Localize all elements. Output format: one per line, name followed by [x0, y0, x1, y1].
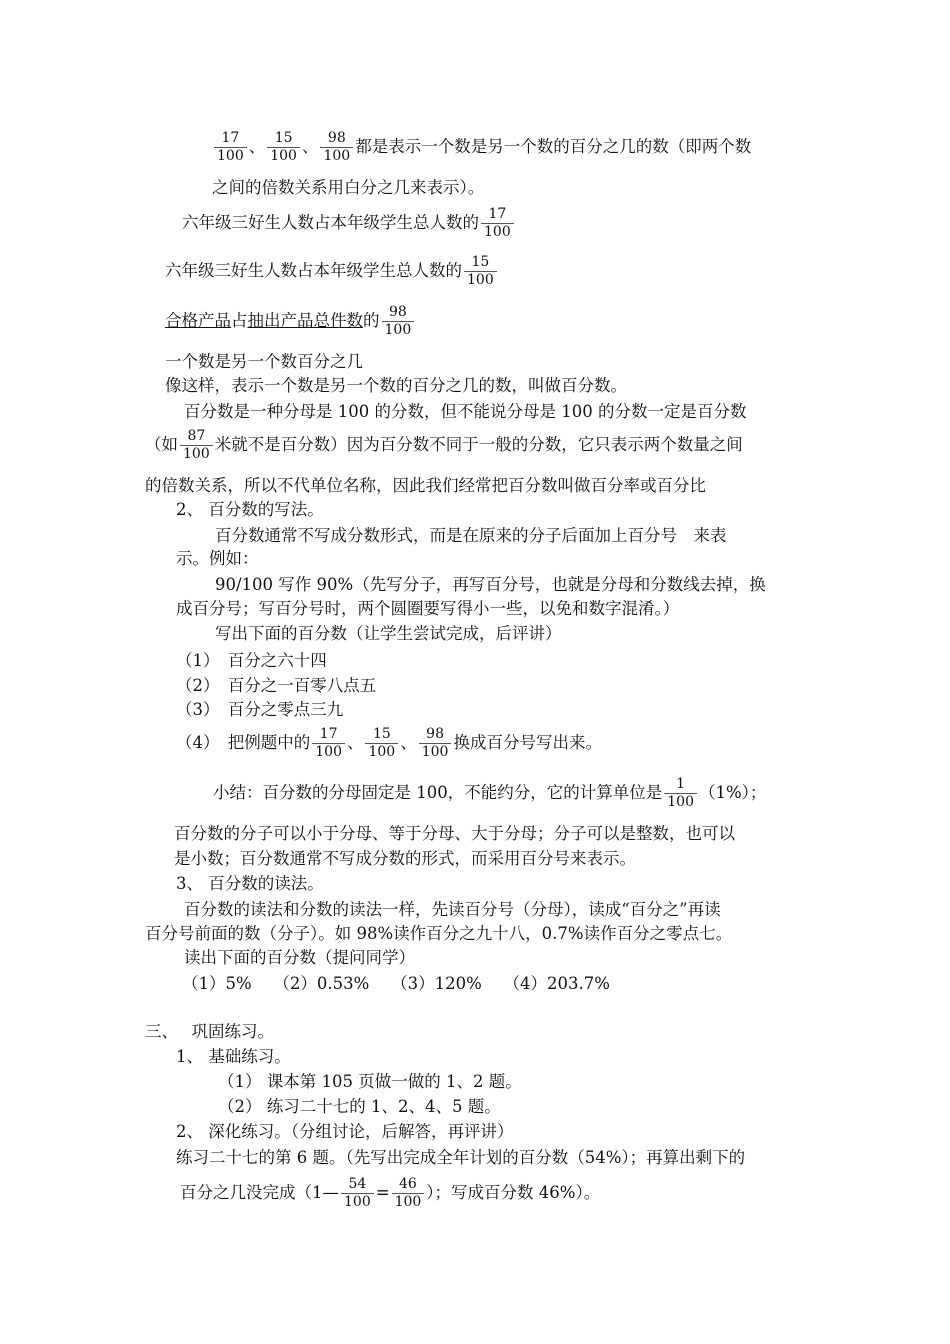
writing-para-1: 百分数通常不写成分数形式，而是在原来的分子后面加上百分号 来表 — [215, 526, 727, 545]
fraction-46: $\frac{46}{100}$ — [392, 1176, 425, 1211]
summary-line-2: 百分数的分子可以小于分母、等于分母、大于分母；分子可以是整数，也可以 — [174, 824, 735, 843]
fraction-15: $\frac{15}{100}$ — [464, 254, 497, 289]
intro-line-1: $\frac{17}{100}$ 、 $\frac{15}{100}$ 、 $\frac{98}{100}$ 都是表示一个数是另一个数的百分之几的数（即两个数 — [212, 130, 751, 165]
intro-line-2: 之间的倍数关系用白分之几来表示）。 — [212, 178, 485, 197]
definition-line-1: 一个数是另一个数百分之几 — [165, 352, 363, 371]
practice-basic: 1、 基础练习。 — [176, 1047, 291, 1066]
reading-heading: 3、 百分数的读法。 — [176, 874, 324, 893]
definition-line-3: 百分数是一种分母是 100 的分数，但不能说分母是 100 的分数一定是百分数 — [184, 402, 747, 421]
writing-item-3: （3） 百分之零点三九 — [176, 700, 344, 719]
fraction-15: $\frac{15}{100}$ — [267, 130, 300, 165]
definition-line-2: 像这样，表示一个数是另一个数的百分之几的数，叫做百分数。 — [165, 376, 627, 395]
writing-item-4: （4） 把例题中的 $\frac{17}{100}$ 、 $\frac{15}{100}$ 、 $\frac{98}{100}$ 换成百分号写出来。 — [176, 726, 602, 760]
writing-item-1: （1） 百分之六十四 — [176, 651, 327, 670]
fraction-1: $\frac{1}{100}$ — [664, 776, 697, 811]
practice-basic-2: （2） 练习二十七的 1、2、4、5 题。 — [218, 1097, 501, 1116]
reading-para-1: 百分数的读法和分数的读法一样，先读百分号（分母），读成“百分之”再读 — [184, 900, 721, 919]
practice-basic-1: （1） 课本第 105 页做一做的 1、2 题。 — [218, 1072, 522, 1091]
fraction-17: $\frac{17}{100}$ — [214, 130, 247, 165]
fraction-17: $\frac{17}{100}$ — [481, 206, 514, 241]
summary-line-3: 是小数；百分数通常不写成分数的形式，而采用百分号来表示。 — [174, 849, 636, 868]
practice-deep-line-2: 百分之几没完成（1— $\frac{54}{100}$ = $\frac{46}{100}$ ）；写成百分数 46%）。 — [180, 1176, 601, 1210]
fraction-98: $\frac{98}{100}$ — [382, 304, 415, 339]
practice-deep: 2、 深化练习。（分组讨论，后解答，再评讲） — [176, 1122, 514, 1141]
reading-items: （1）5% （2）0.53% （3）120% （4）203.7% — [182, 974, 610, 993]
writing-para-2: 示。例如： — [176, 549, 259, 568]
definition-line-5: 的倍数关系，所以不代单位名称，因此我们经常把百分数叫做百分率或百分比 — [145, 476, 706, 495]
writing-task: 写出下面的百分数（让学生尝试完成，后评讲） — [215, 624, 562, 643]
fraction-17: $\frac{17}{100}$ — [312, 726, 345, 761]
reading-para-2: 百分号前面的数（分子）。如 98%读作百分之九十八，0.7%读作百分之零点七。 — [145, 924, 733, 943]
writing-para-4: 成百分号；写百分号时，两个圆圈要写得小一些，以免和数字混淆。） — [176, 599, 680, 618]
example-2: 六年级三好生人数占本年级学生总人数的 $\frac{15}{100}$ — [165, 254, 499, 289]
writing-heading: 2、 百分数的写法。 — [176, 500, 324, 519]
fraction-98: $\frac{98}{100}$ — [419, 726, 452, 761]
reading-task: 读出下面的百分数（提问同学） — [184, 948, 415, 967]
summary-line-1: 小结：百分数的分母固定是 100，不能约分，它的计算单位是 $\frac{1}{100}$ （1%）； — [213, 776, 767, 810]
intro-text: 都是表示一个数是另一个数的百分之几的数（即两个数 — [355, 137, 752, 156]
fraction-54: $\frac{54}{100}$ — [341, 1176, 374, 1211]
fraction-98: $\frac{98}{100}$ — [320, 130, 353, 165]
definition-line-4: （如 $\frac{87}{100}$ 米就不是百分数）因为百分数不同于一般的分数，它只表示两个数量之间 — [145, 428, 743, 462]
writing-para-3: 90/100 写作 90%（先写分子，再写百分号，也就是分母和分数线去掉，换 — [215, 575, 766, 594]
fraction-15: $\frac{15}{100}$ — [365, 726, 398, 761]
example-3: 合格产品占抽出产品总件数的 $\frac{98}{100}$ — [165, 304, 416, 339]
practice-heading: 三、 巩固练习。 — [145, 1022, 274, 1041]
writing-item-2: （2） 百分之一百零八点五 — [176, 676, 377, 695]
fraction-87: $\frac{87}{100}$ — [180, 428, 213, 463]
practice-deep-line-1: 练习二十七的第 6 题。（先写出完成全年计划的百分数（54%）；再算出剩下的 — [176, 1148, 746, 1167]
example-1: 六年级三好生人数占本年级学生总人数的 $\frac{17}{100}$ — [182, 206, 516, 241]
